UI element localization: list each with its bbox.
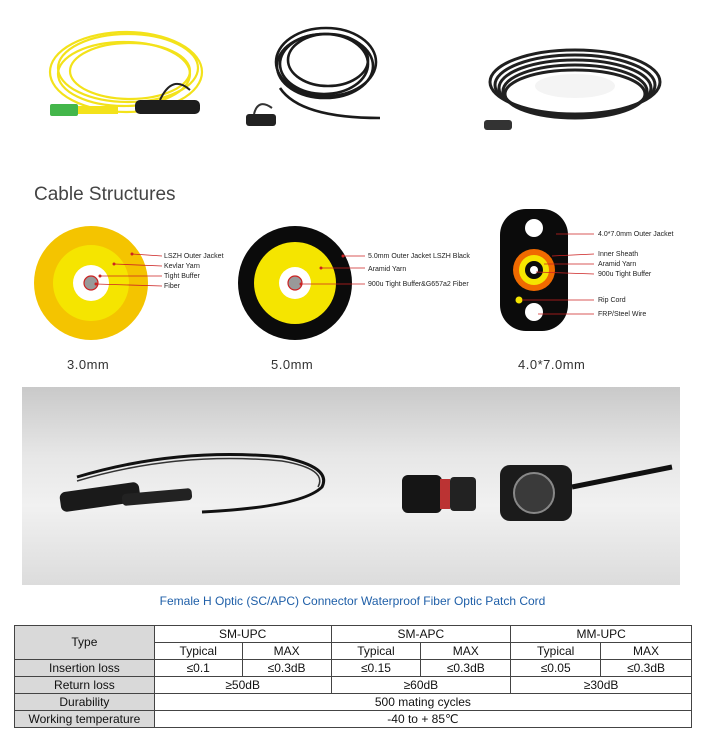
size-label-3mm: 3.0mm [67,357,110,372]
working-temperature-label: Working temperature [15,711,155,728]
label-rip-cord: Rip Cord [598,297,626,304]
label-frp-steel-wire: FRP/Steel Wire [598,311,647,318]
group-mm-upc: MM-UPC [511,626,692,643]
table-cell: -40 to + 85℃ [154,711,691,728]
durability-label: Durability [15,694,155,711]
label-lszh-outer-jacket: LSZH Outer Jacket [164,253,224,260]
rip-cord [516,297,523,304]
size-label-4x7mm: 4.0*7.0mm [518,357,586,372]
diagram-3mm [34,204,234,354]
label-tight-buffer-fiber: 900u Tight Buffer&G657a2 Fiber [368,281,469,288]
connector-plug [402,475,476,513]
label-kevlar-yarn: Kevlar Yarn [164,263,200,270]
label-outer-jacket: 4.0*7.0mm Outer Jacket [598,231,674,238]
table-row [15,677,692,694]
label-tight-buffer: Tight Buffer [164,273,200,280]
table-row [15,694,692,711]
frp-steel-wire-bottom [525,303,543,321]
large-cable-reel-photo [480,30,670,140]
table-cell: ≤0.3dB [242,660,331,677]
label-tight-buffer: 900u Tight Buffer [598,271,652,278]
label-outer-jacket-lszh-black: 5.0mm Outer Jacket LSZH Black [368,253,470,260]
return-loss-label: Return loss [15,677,155,694]
table-cell: ≤0.3dB [601,660,692,677]
type-header: Type [15,626,155,660]
sub-header: Typical [331,643,421,660]
table-cell: ≥50dB [154,677,331,694]
section-title: Cable Structures [34,184,176,205]
sub-header: MAX [421,643,511,660]
product-caption: Female H Optic (SC/APC) Connector Waterproof Fiber Optic Patch Cord [159,594,546,608]
group-sm-upc: SM-UPC [154,626,331,643]
insertion-loss-label: Insertion loss [15,660,155,677]
table-cell: ≥60dB [331,677,511,694]
table-cell: 500 mating cycles [154,694,691,711]
label-aramid-yarn: Aramid Yarn [598,261,637,268]
group-sm-apc: SM-APC [331,626,511,643]
table-cell: ≤0.05 [511,660,601,677]
diagram-5mm [235,204,485,354]
label-aramid-yarn: Aramid Yarn [368,266,407,273]
table-cell: ≤0.15 [331,660,421,677]
table-row [15,711,692,728]
sub-header: Typical [154,643,242,660]
table-row [15,626,692,643]
label-inner-sheath: Inner Sheath [598,251,639,258]
spec-table [14,625,692,728]
table-cell: ≤0.3dB [421,660,511,677]
yellow-patch-cord-photo [40,16,220,136]
black-cable-coil-photo [240,18,390,133]
size-label-5mm: 5.0mm [271,357,314,372]
connector-banner-photo [22,387,680,585]
sub-header: MAX [601,643,692,660]
connector-socket [500,465,672,521]
diagram-4x7mm [498,204,703,354]
sub-header: Typical [511,643,601,660]
sub-header: MAX [242,643,331,660]
fiber-core [530,266,538,274]
frp-steel-wire-top [525,219,543,237]
table-row [15,660,692,677]
table-cell: ≥30dB [511,677,692,694]
label-fiber: Fiber [164,283,180,290]
table-cell: ≤0.1 [154,660,242,677]
